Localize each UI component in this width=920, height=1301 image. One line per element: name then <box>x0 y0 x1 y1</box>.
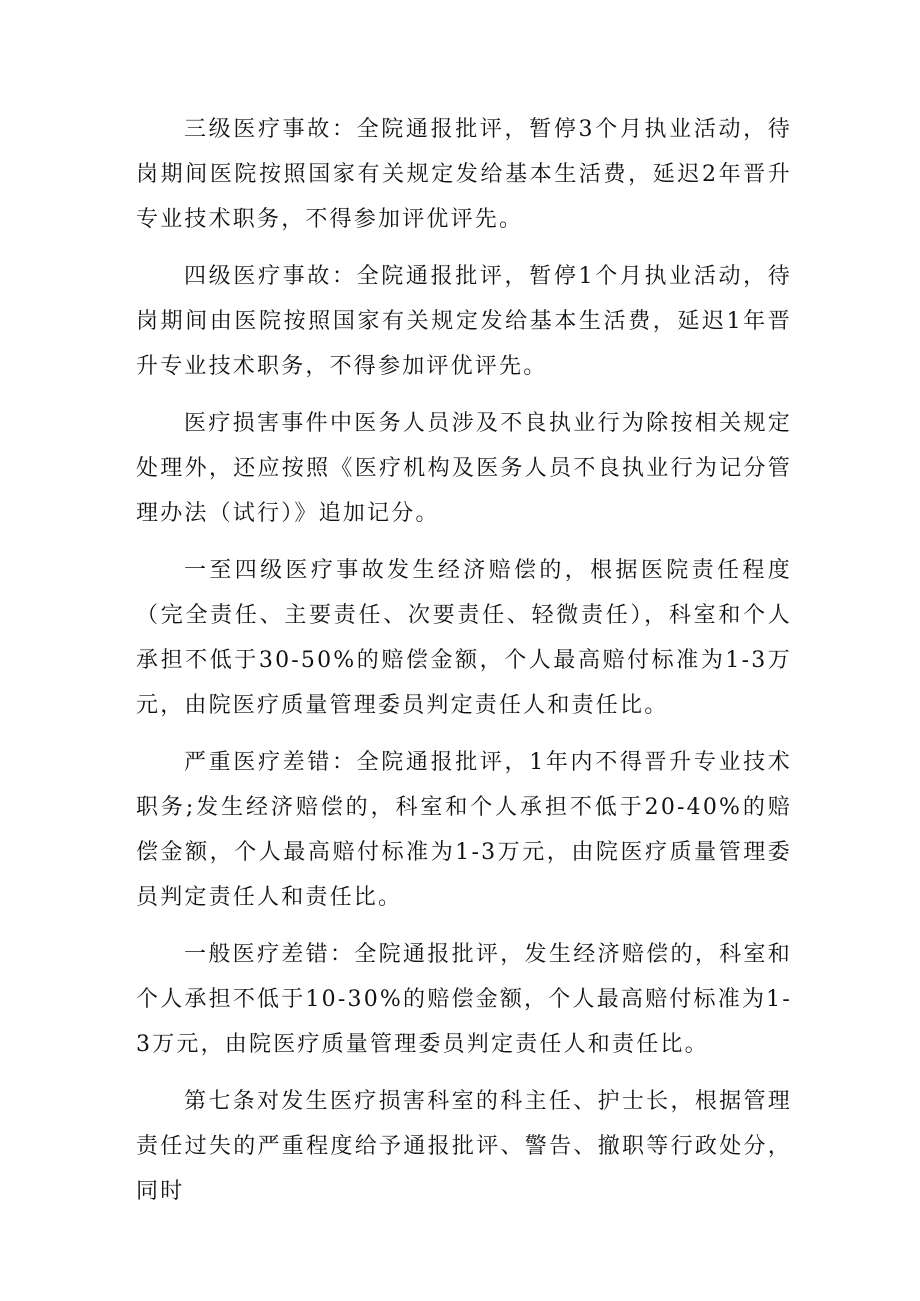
paragraph-article-7: 第七条对发生医疗损害科室的科主任、护士长，根据管理责任过失的严重程度给予通报批评、警告、撤职等行政处分，同时 <box>136 1089 792 1204</box>
paragraph-grade-3-accident: 三级医疗事故：全院通报批评，暂停3个月执业活动，待岗期间医院按照国家有关规定发给基本生活费，延迟2年晋升专业技术职务，不得参加评优评先。 <box>136 117 792 232</box>
paragraph-bad-practice-scoring: 医疗损害事件中医务人员涉及不良执业行为除按相关规定处理外，还应按照《医疗机构及医务人员不良执业行为记分管理办法（试行）》追加记分。 <box>136 411 792 526</box>
paragraph-general-error: 一般医疗差错：全院通报批评，发生经济赔偿的，科室和个人承担不低于10-30%的赔偿金额，个人最高赔付标准为1-3万元，由院医疗质量管理委员判定责任人和责任比。 <box>136 942 792 1057</box>
paragraph-grade-4-accident: 四级医疗事故：全院通报批评，暂停1个月执业活动，待岗期间由医院按照国家有关规定发给基本生活费，延迟1年晋升专业技术职务，不得参加评优评先。 <box>136 264 792 379</box>
paragraph-accident-compensation: 一至四级医疗事故发生经济赔偿的，根据医院责任程度（完全责任、主要责任、次要责任、轻微责任），科室和个人承担不低于30-50%的赔偿金额，个人最高赔付标准为1-3万元，由院医疗质量管理委员判定责任人和责任比。 <box>136 558 792 718</box>
paragraph-serious-error: 严重医疗差错：全院通报批评，1年内不得晋升专业技术职务;发生经济赔偿的，科室和个人承担不低于20-40%的赔偿金额，个人最高赔付标准为1-3万元，由院医疗质量管理委员判定责任人和责任比。 <box>136 750 792 910</box>
